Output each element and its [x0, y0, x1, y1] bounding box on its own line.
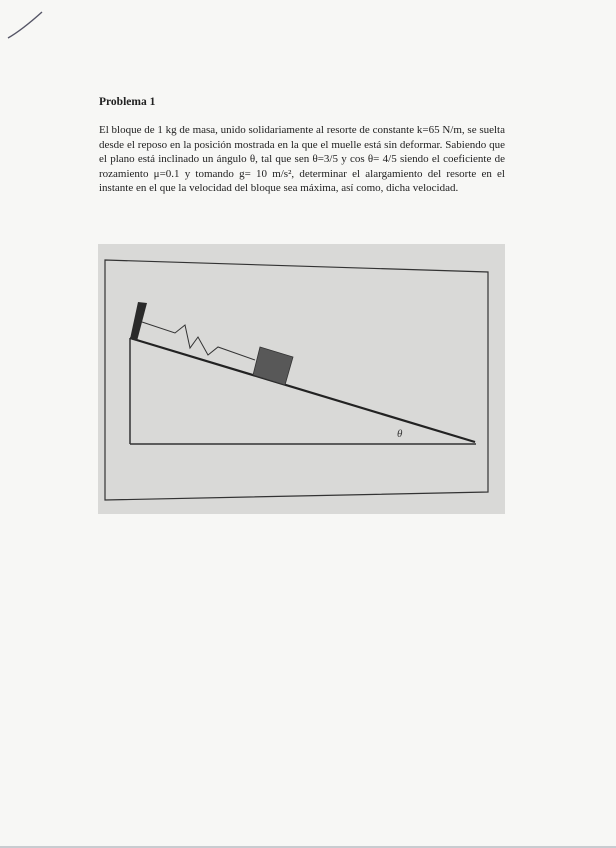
incline-figure	[98, 244, 505, 514]
problem-title: Problema 1	[99, 96, 156, 108]
wall-support	[130, 302, 147, 341]
block	[253, 347, 293, 385]
pen-mark	[0, 0, 60, 50]
spring	[142, 322, 255, 360]
figure-frame	[105, 260, 488, 500]
problem-statement: El bloque de 1 kg de masa, unido solidariamente al resorte de constante k=65 N/m, se suelta desde el reposo en la posición mostrada en la que el muelle está sin deformar. Sabiendo que el plano está inclinado un ángulo θ, tal que sen θ=3/5 y cos θ= 4/5 siendo el coeficiente de rozamiento μ=0.1 y tomando g= 10 m/s², determinar el alargamiento del resorte en el instante en el que la velocidad del bloque sea máxima, así como, dicha velocidad.	[99, 124, 505, 195]
angle-label: θ	[397, 428, 403, 440]
incline-plane	[130, 338, 475, 442]
